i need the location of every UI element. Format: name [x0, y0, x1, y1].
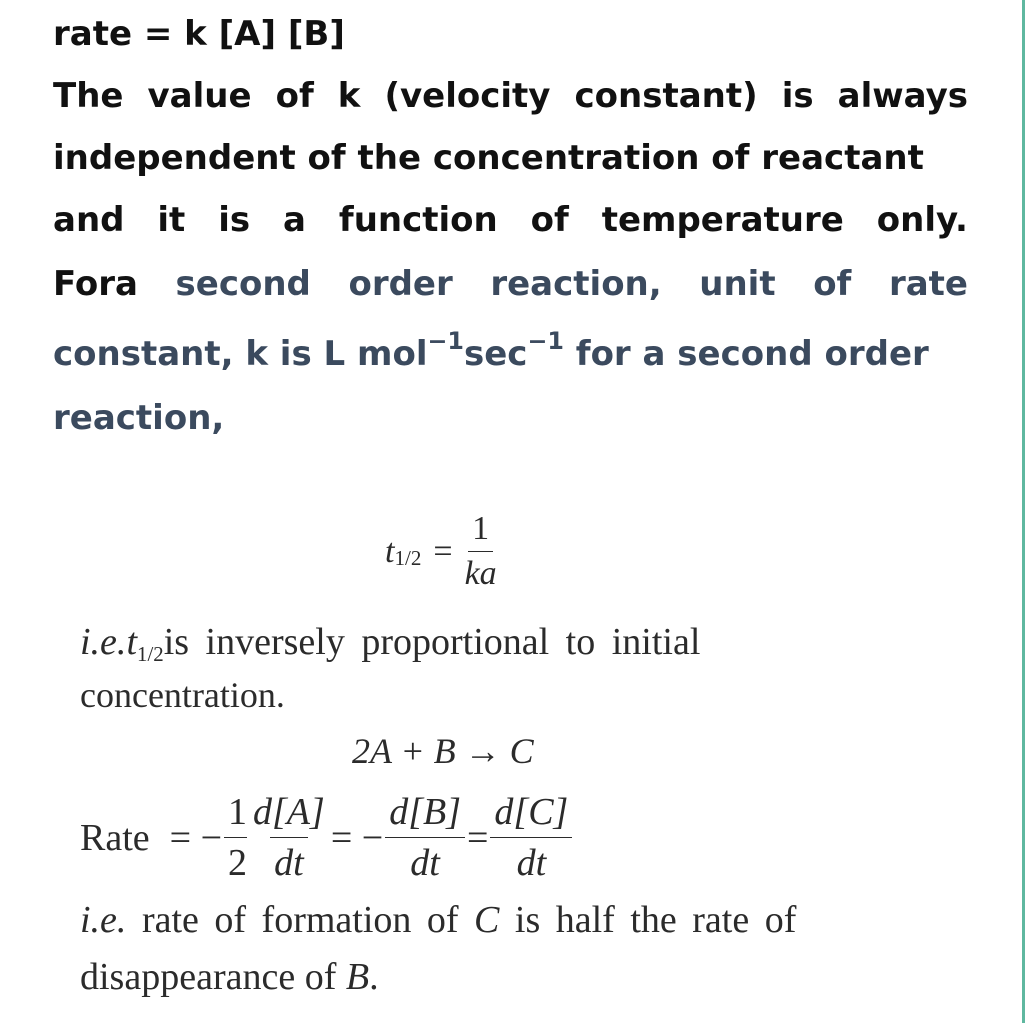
- species-b: B: [345, 956, 370, 998]
- equals-sign: =: [466, 816, 489, 859]
- numerator: d[B]: [385, 790, 465, 838]
- text-segment: for a second order: [563, 334, 929, 374]
- word: k: [337, 76, 361, 116]
- word: rate: [888, 264, 968, 304]
- paragraph-line-6: [53, 327, 929, 374]
- word: of: [530, 200, 569, 240]
- text-segment: disappearance of: [80, 956, 346, 998]
- word: reaction,: [490, 264, 662, 304]
- word: unit: [699, 264, 776, 304]
- period: .: [369, 956, 379, 998]
- paragraph-line-3: independent of the concentration of reactant: [53, 138, 924, 178]
- numerator: 1: [468, 510, 493, 552]
- t-symbol: t: [385, 532, 395, 570]
- fraction: [461, 510, 501, 593]
- word: a: [283, 200, 306, 240]
- half-life-formula: [385, 510, 503, 593]
- denominator: ka: [464, 555, 497, 592]
- fraction-one-half: [224, 790, 247, 885]
- paragraph-line-5: [53, 264, 968, 304]
- word: and: [53, 200, 125, 240]
- subscript: 1/2: [137, 642, 164, 667]
- denominator: dt: [516, 842, 547, 884]
- word: only.: [876, 200, 968, 240]
- word: of: [813, 264, 852, 304]
- rate-law-heading: rate = k [A] [B]: [53, 14, 345, 54]
- inverse-proportional-line: [80, 620, 952, 667]
- text-segment: is half the rate of: [499, 899, 797, 941]
- word: constant): [574, 76, 758, 116]
- text-segment: sec: [463, 334, 528, 374]
- ie-abbrev: i.e.: [80, 899, 127, 941]
- fraction-dA-dt: [249, 790, 329, 885]
- word: it: [157, 200, 186, 240]
- word: temperature: [601, 200, 844, 240]
- fraction-dC-dt: [490, 790, 572, 885]
- formation-rate-line: [80, 898, 796, 942]
- subscript: 1/2: [394, 546, 422, 571]
- rate-expression: [80, 790, 574, 885]
- numerator: 1: [228, 791, 248, 833]
- word: is: [218, 200, 251, 240]
- rate-label: Rate: [80, 816, 150, 859]
- reaction-equation: 2A + B → C: [352, 731, 534, 771]
- word: is: [781, 76, 814, 116]
- equals-sign: =: [433, 532, 453, 570]
- word: second: [175, 264, 311, 304]
- disappearance-line: [80, 955, 379, 999]
- word: order: [348, 264, 453, 304]
- word: function: [338, 200, 498, 240]
- numerator: d[A]: [253, 791, 325, 833]
- word: value: [147, 76, 252, 116]
- text-segment: rate of formation of: [126, 899, 475, 941]
- denominator: dt: [270, 837, 308, 885]
- superscript: −1: [527, 327, 564, 356]
- paragraph-line-4: [53, 200, 968, 240]
- denominator: dt: [410, 842, 440, 884]
- word: Fora: [53, 264, 138, 304]
- equals-minus: = −: [330, 816, 384, 859]
- text-segment: is inversely proportional to initial: [163, 621, 701, 663]
- text-segment: constant, k is L mol: [53, 334, 428, 374]
- fraction-dB-dt: [385, 790, 465, 885]
- species-c: C: [474, 899, 500, 941]
- numerator: d[C]: [490, 790, 572, 838]
- word: The: [53, 76, 124, 116]
- word: of: [275, 76, 314, 116]
- paragraph-line-7: reaction,: [53, 398, 225, 438]
- superscript: −1: [427, 327, 464, 356]
- denominator: 2: [224, 837, 247, 885]
- ie-abbrev: i.e.: [80, 621, 127, 663]
- t-symbol: t: [126, 621, 137, 663]
- concentration-line: concentration.: [80, 675, 285, 715]
- word: always: [837, 76, 968, 116]
- word: (velocity: [384, 76, 551, 116]
- equals-minus: = −: [169, 816, 223, 859]
- paragraph-line-2: [53, 76, 968, 116]
